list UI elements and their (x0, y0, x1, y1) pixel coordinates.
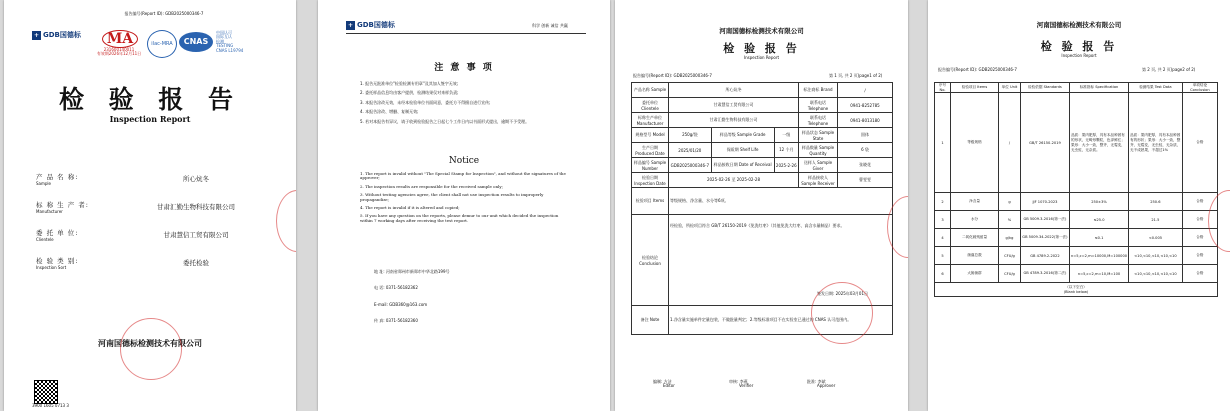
notice-list-cn: 1. 报告无批准单位"检验检测专用章"及其加人签字无效; 2. 委托样品信息均由客户提供，检测结果仅对来样负责; 3. 本报告涂改无效，未经本检验单位书面同意，委托方不得擅自进行宣传; 4. 本报告涂改、增删、复制无效; 5. 若对本报告有异议，请于收到检验报告之日起七个工作日内以书面形式提出，逾期不予受理。 (360, 81, 530, 124)
header-rule (346, 33, 586, 34)
table-row: 检验项目 Items 等级规格、净含量、水分等6项。 (632, 188, 893, 215)
page-indicator: 第 2 页, 共 2 页(page2 of 2) (1142, 67, 1196, 72)
cnas-caption: 中国认可 国际互认 检测 TESTING CNAS L19794 (216, 30, 244, 53)
notice-title-en: Notice (448, 156, 480, 166)
table-row: 4 二氧化硫残留量 g/kg GB 5009.34-2022(第一法) ≤0.1 <0.005 合格 (935, 229, 1218, 247)
notice-page (318, 0, 610, 411)
official-seal (811, 282, 873, 344)
table-row: 3 水分 % GB 5009.3-2016(第一法) ≤25.0 21.5 合格 (935, 211, 1218, 229)
email: E-mail: GDB360@163.com (374, 301, 428, 307)
gdb-logo: + GDB国德标 (347, 21, 395, 29)
edge-seal (276, 190, 296, 252)
notice-list-en: 1. The report is invalid without "The Special Stamp for Inspection", and without the signatures of the approver; 2. The inspection results are responsible for the received sample only; 3. Without testing agencies agree, the client shall not use inspection results to improperly propagandize; 4. The report is invalid if it is altered and copied; 5. If you have any question on the reports, please demur to our unit which decided the inspection within 7 working days after receiving the test report. (360, 171, 566, 223)
table-row: 6 大肠菌群 CFU/g GB 4789.3-2016(第二法) n=5,c=2,m=10,M=100 <10,<10,<10,<10,<10 合格 (935, 265, 1218, 283)
table-row: 备注 Note 1.净含量实施单件定量包装，不做批量判定；2.等级标准项目不在实验室已通过的 CNAS 认可范围内。 (632, 306, 893, 335)
table-row: 检验结论 Conclusion 经检验，所检项目符合 GB/T 26150-2019《免洗红枣》（其他免洗大红枣、高含水量制品）要求。 签发日期: 2025年03月01日 (632, 215, 893, 306)
report-page-2 (928, 0, 1230, 411)
cnas-logo: CNAS (179, 32, 213, 52)
contact-block (374, 270, 574, 324)
qr-code (34, 380, 58, 404)
field-clientele: 委 托 单 位: Clientele 甘肃慧信工贸有限公司 (36, 229, 229, 242)
report-subtitle: Inspection Report (743, 55, 780, 60)
table-row: 委托单位 Clientele 甘肃慧信工贸有限公司 联系电话 Telephone 0941-8252785 (632, 98, 893, 113)
signature-verifier: 审核: 李燕 Verifier (729, 379, 754, 389)
field-sample: 产 品 名 称: Sample 所心炕冬 (36, 173, 209, 186)
page-indicator: 第 1 页, 共 2 页(page1 of 2) (829, 73, 883, 78)
issue-date: 签发日期: 2025年03月01日 (817, 291, 868, 296)
table-row: 样品编号 Sample Number GDB2025000346-7 样品接收日期 Date of Receival 2025-2-26 送样人 Sample Giver 张晓花 (632, 158, 893, 173)
report-title: 检 验 报 告 (723, 42, 800, 55)
cover-subtitle: Inspection Report (109, 114, 191, 124)
field-inspection-sort: 检 验 类 别: Inspection Sort 委托检验 (36, 257, 209, 270)
report-company: 河南国德标检测技术有限公司 (719, 27, 804, 35)
table-row: 生产日期 Produced Date 2025/01/20 保质期 Shelf Life 12 个月 样品数量 Sample Quantity 6 袋 (632, 143, 893, 158)
notice-title-cn: 注 意 事 项 (434, 63, 494, 73)
report-number: 报告编号(Report ID): GDB2025000346-7 (124, 11, 204, 16)
blank-below: （以下空白） (1065, 285, 1087, 289)
report-number: 报告编号(Report ID): GDB2025000346-7 (938, 67, 1017, 72)
barcode-number: 3900 1605 0713 3 (32, 403, 69, 408)
conclusion-text: 经检验，所检项目符合 GB/T 26150-2019《免洗红枣》（其他免洗大红枣、高含水量制品）要求。 (670, 223, 845, 228)
table-row: 规格型号 Model 250g/袋 样品等级 Sample Grade 一级 样品状态 Sample State 固体 (632, 128, 893, 143)
cover-page (4, 0, 296, 411)
signature-approver: 批准: 李斌 Approver (807, 379, 836, 389)
report-number: 报告编号(Report ID): GDB2025000346-7 (633, 73, 712, 78)
table-row: 标称生产单位 Manufacturer 甘肃汇勤生物科技有限公司 联系电话 Telephone 0941-8013180 (632, 113, 893, 128)
gdb-logo: + GDB国德标 (33, 31, 81, 39)
cma-badge: MA 231600140011 有效期2026年12月11日 (96, 31, 142, 57)
table-row: 产品名称 Sample 所心炕冬 标注商标 Brand / (632, 83, 893, 98)
cover-title: 检 验 报 告 (58, 85, 242, 114)
fax: 传 真: 0371-56182360 (374, 318, 418, 324)
official-seal (120, 318, 182, 380)
cover-company: 河南国德标检测技术有限公司 (98, 338, 202, 348)
table-header: 序号 No. 检验项目 Items 单位 Unit 检验依据 Standards 标准指标 Specification 检测结果 Test Data 单项结论 Conclusion (935, 83, 1218, 93)
report-title: 检 验 报 告 (1040, 40, 1118, 53)
gdb-logo-icon: + (33, 31, 40, 39)
signature-editor: 编制: 方洁 Editor (653, 379, 675, 389)
ilac-mra-logo: ilac-MRA (147, 30, 177, 58)
report-page-1 (615, 0, 908, 411)
phone: 电 话: 0371-56182362 (374, 285, 418, 291)
cma-icon: MA (102, 30, 138, 48)
results-table (934, 82, 1218, 297)
report-company: 河南国德标检测技术有限公司 (1036, 21, 1122, 29)
table-row: 检验日期 Inspection Date 2025-02-26 至 2025-02-28 样品接收人 Sample Receiver 曹雯雯 (632, 173, 893, 188)
blank-below-en: (Blank below) (1063, 290, 1089, 294)
table-row: 1 等级规格 / GB/T 26150-2019 品质：果肉肥厚，具有本品种固有的形状，无畸形颗粒，色泽鲜红；果形：大小一致，整齐，无霉变，无虫蛀，无杂质。 品质：果肉肥厚，具有本品种固有的形状；果形：大小一致，整齐，无霉变，无虫蛀，无杂质，无不成熟果，不超过1% 合格 (935, 93, 1218, 193)
motto: 科学 创新 诚信 共赢 (532, 23, 568, 28)
address: 地 址: 河南省郑州市新郑市中华北路199号 (374, 269, 450, 274)
table-row: 5 菌落总数 CFU/g GB 4789.2-2022 n=5,c=2,m=10000,M=100000 <10,<10,<10,<10,<10 合格 (935, 247, 1218, 265)
table-row (935, 283, 1218, 297)
field-manufacturer: 标 称 生 产 者: Manufacturer 甘肃汇勤生物科技有限公司 (36, 201, 235, 214)
report-subtitle: Inspection Report (1061, 53, 1097, 58)
gdb-logo-icon: + (347, 21, 354, 29)
table-row: 2 净含量 g JJF 1070-2023 250±3% 250.6 合格 (935, 193, 1218, 211)
